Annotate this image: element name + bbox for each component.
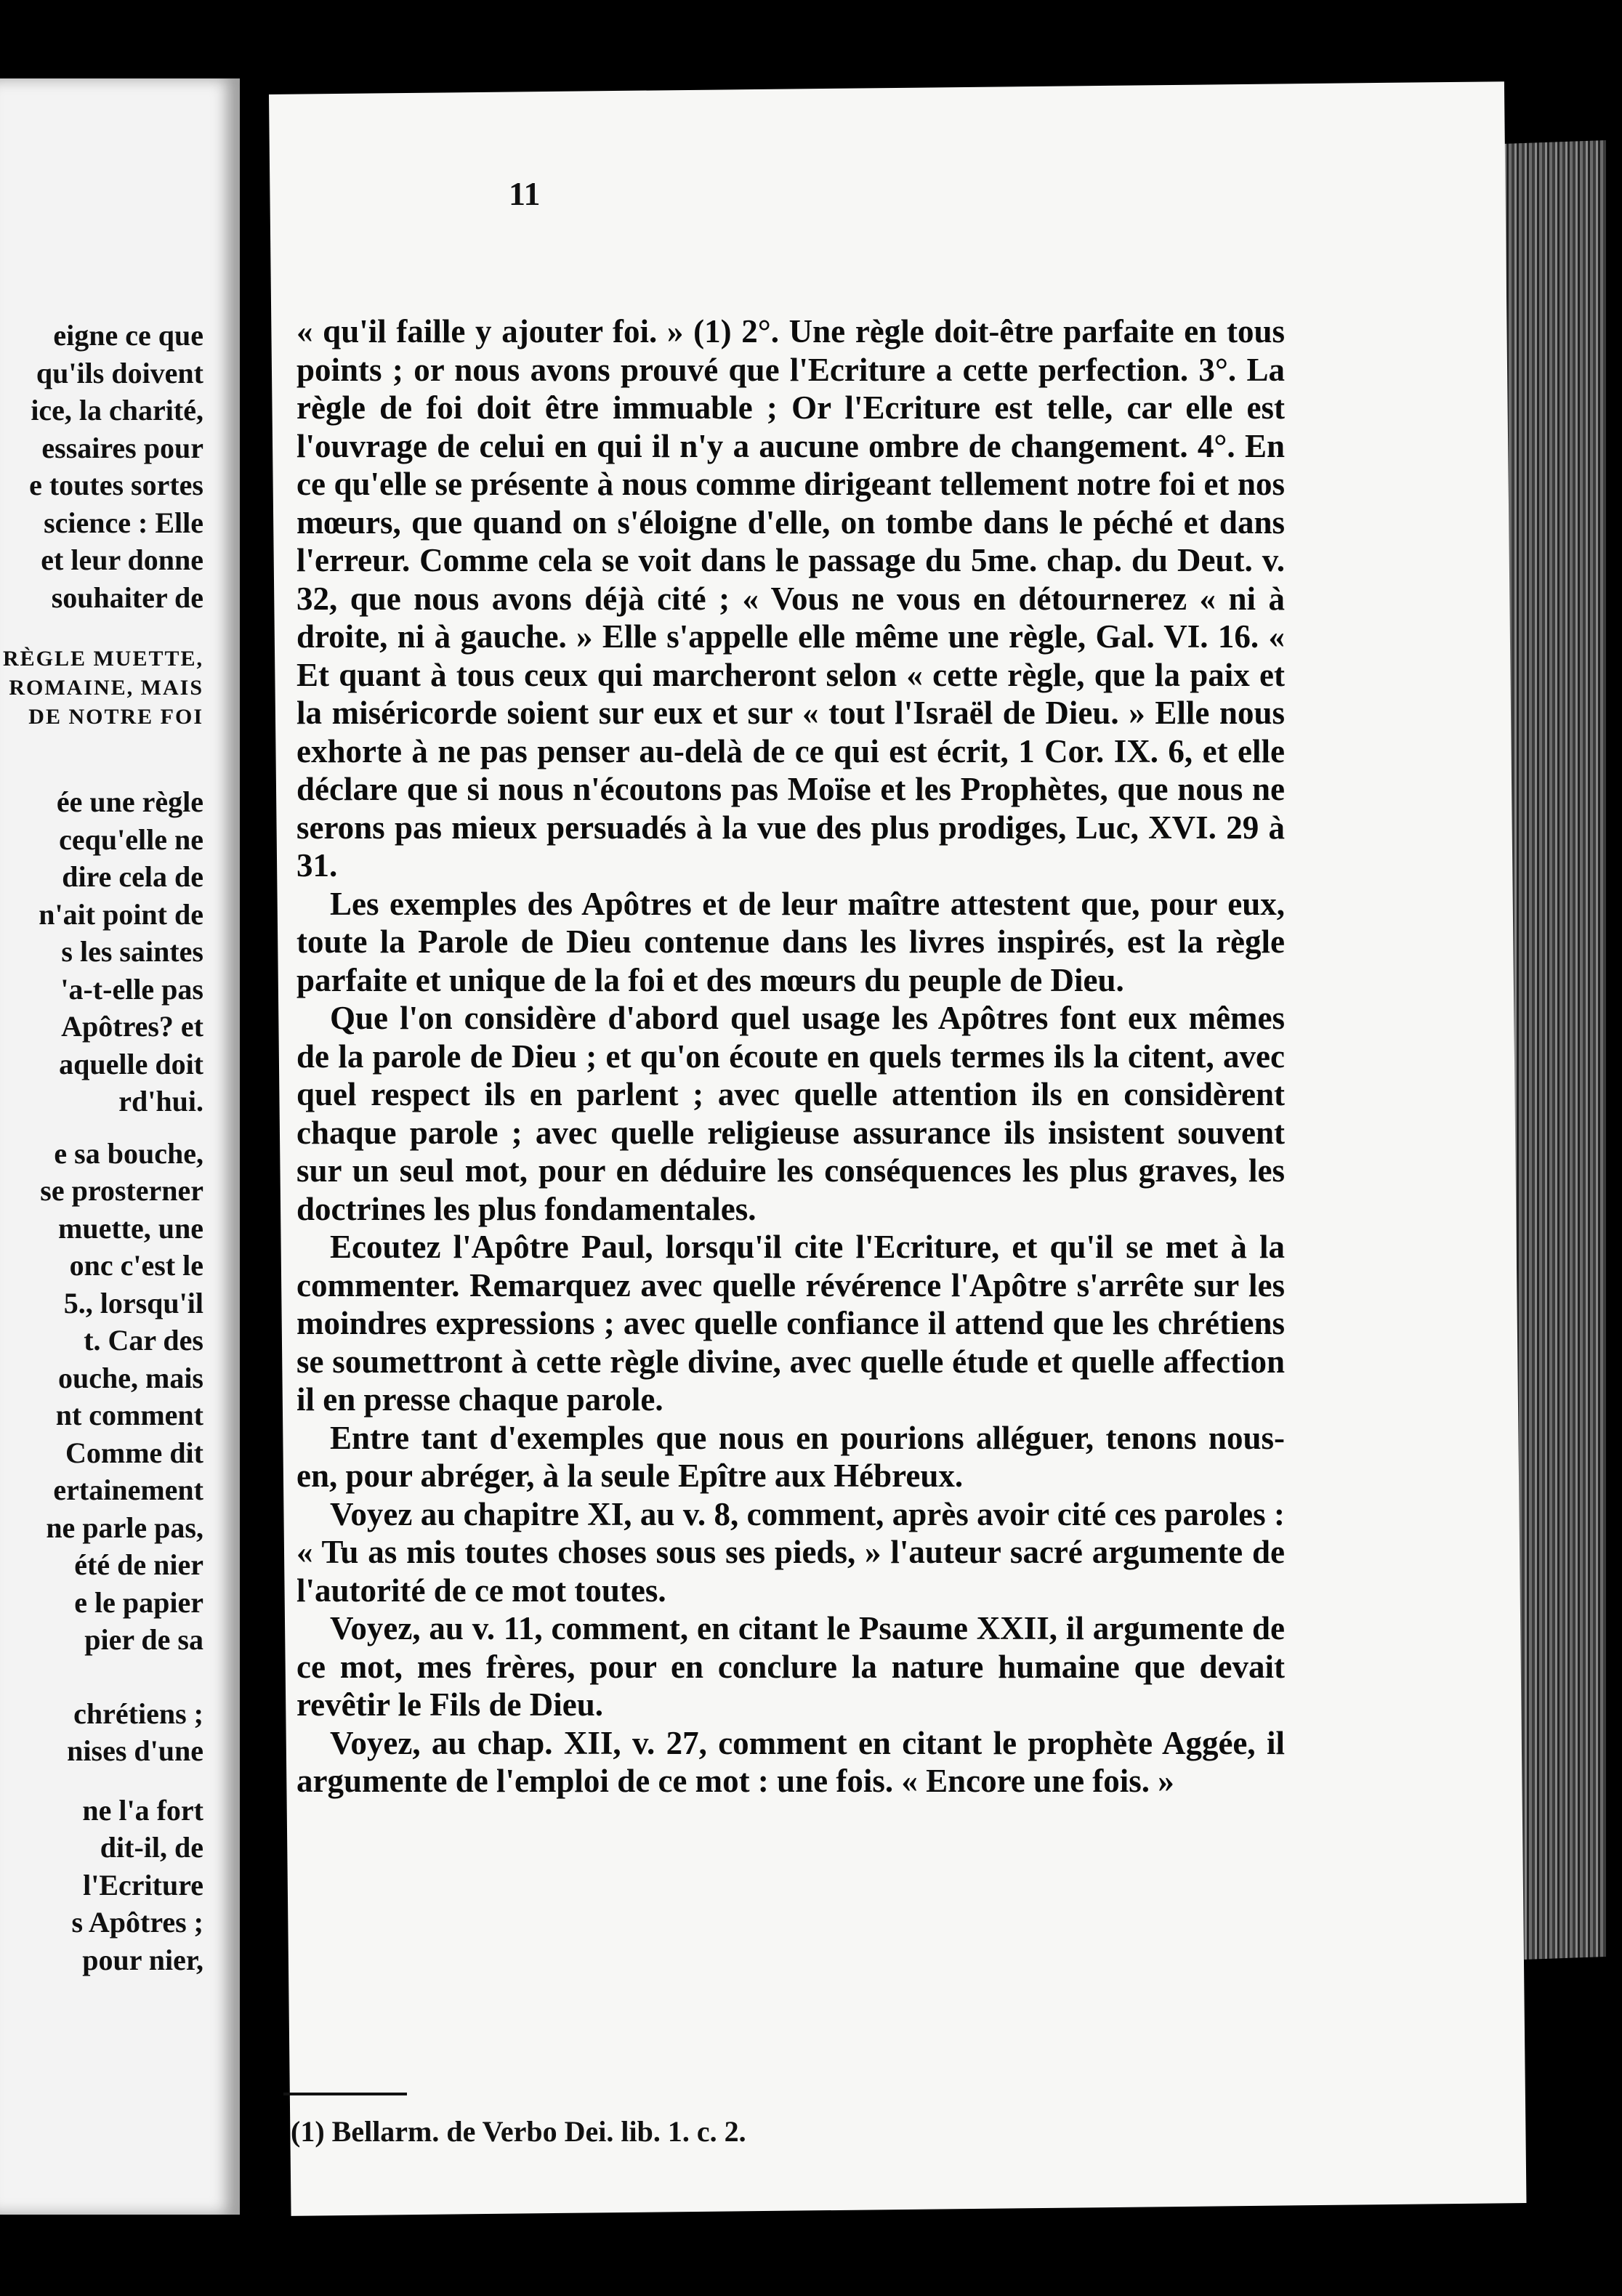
left-page-line: aquelle doit xyxy=(59,1047,203,1080)
left-page-line: muette, une xyxy=(58,1211,203,1245)
left-page-line: dit-il, de xyxy=(100,1831,203,1864)
body-text xyxy=(296,312,1285,1800)
left-page-line: ertainement xyxy=(53,1474,203,1506)
paragraph: Ecoutez l'Apôtre Paul, lorsqu'il cite l'Ecriture, et qu'il se met à la commenter. Remarquez avec quelle révérence l'Apôtre s'arrête sur les moindres expressions ; avec quelle confiance il attend que les chrétiens se soumettront à cette règle divine, avec quelle étude et quelle affection il en presse chaque parole. xyxy=(296,1229,1285,1418)
paragraph: Voyez, au chap. XII, v. 27, comment en citant le prophète Aggée, il argumente de l'emploi de ce mot : une fois. « Encore une fois. » xyxy=(296,1724,1285,1799)
left-page-line: 'a-t-elle pas xyxy=(60,972,203,1006)
left-page-line: nises d'une xyxy=(67,1734,203,1767)
left-page-line: ouche, mais xyxy=(58,1361,203,1394)
footnote-rule xyxy=(283,2093,407,2095)
left-page-line: l'Ecriture xyxy=(83,1868,203,1901)
left-page-line: qu'ils doivent xyxy=(36,356,203,389)
left-page-line: nt comment xyxy=(55,1399,203,1431)
paragraph: Entre tant d'exemples que nous en pourions alléguer, tenons nous-en, pour abréger, à la seule Epître aux Hébreux. xyxy=(296,1419,1285,1494)
left-page-line: onc c'est le xyxy=(69,1249,203,1282)
left-page-line: n'ait point de xyxy=(39,897,203,931)
left-page-line: ice, la charité, xyxy=(31,394,203,427)
left-page-line: science : Elle xyxy=(44,506,203,539)
left-page-line: t. Car des xyxy=(84,1324,203,1357)
left-page-line: et leur donne xyxy=(41,543,203,576)
left-page-line: Apôtres? et xyxy=(61,1010,203,1043)
left-page-line: souhaiter de xyxy=(51,581,203,614)
left-page-line: pier de sa xyxy=(84,1623,203,1656)
left-page-line: été de nier xyxy=(74,1548,203,1581)
left-page-line: RÈGLE MUETTE, xyxy=(2,647,203,671)
left-page-line: e sa bouche, xyxy=(54,1136,203,1170)
left-page-line: ne l'a fort xyxy=(82,1793,203,1827)
footnote: (1) Bellarm. de Verbo Dei. lib. 1. c. 2. xyxy=(291,2115,746,2148)
paragraph: Voyez, au v. 11, comment, en citant le Psaume XXII, il argumente de ce mot, mes frères, pour en conclure la nature humaine que devait revêtir le Fils de Dieu. xyxy=(296,1610,1285,1723)
left-page-line: cequ'elle ne xyxy=(59,822,203,856)
left-page-line: ne parle pas, xyxy=(46,1511,203,1544)
left-page-line: essaires pour xyxy=(41,431,203,464)
left-page-line: pour nier, xyxy=(82,1943,203,1976)
left-page-line: e toutes sortes xyxy=(29,469,203,501)
left-page-line: eigne ce que xyxy=(53,319,203,352)
left-page-line: chrétiens ; xyxy=(73,1697,203,1730)
left-page-line: ée une règle xyxy=(56,785,203,818)
left-page-line: Comme dit xyxy=(65,1436,203,1469)
left-page-line: DE NOTRE FOI xyxy=(28,705,203,729)
left-page-line: dire cela de xyxy=(62,860,203,893)
paragraph: Les exemples des Apôtres et de leur maître attestent que, pour eux, toute la Parole de Dieu contenue dans les livres inspirés, est la règle parfaite et unique de la foi et des mœurs du peuple de Dieu. xyxy=(296,885,1285,998)
left-facing-page xyxy=(0,78,240,2215)
left-page-line: rd'hui. xyxy=(118,1085,203,1117)
paragraph: Voyez au chapitre XI, au v. 8, comment, après avoir cité ces paroles : « Tu as mis toutes choses sous ses pieds, » l'auteur sacré argumente de l'autorité de ce mot toutes. xyxy=(296,1495,1285,1609)
page-number: 11 xyxy=(509,175,541,212)
paragraph: Que l'on considère d'abord quel usage les Apôtres font eux mêmes de la parole de Dieu ; et qu'on écoute en quels termes ils la citent, avec quel respect ils en parlent ; avec quelle attention ils en considèrent chaque parole ; avec quelle religieuse assurance ils insistent souvent sur un seul mot, pour en déduire les conséquences les plus graves, les doctrines les plus fondamentales. xyxy=(296,1000,1285,1227)
left-page-line: e le papier xyxy=(74,1585,203,1619)
left-page-line: 5., lorsqu'il xyxy=(63,1286,203,1319)
left-page-line: se prosterner xyxy=(40,1174,203,1207)
paragraph: « qu'il faille y ajouter foi. » (1) 2°. Une règle doit-être parfaite en tous points ; or nous avons prouvé que l'Ecriture a cette perfection. 3°. La règle de foi doit être immuable ; Or l'Ecriture est telle, car elle est l'ouvrage de celui en qui il n'y a aucune ombre de changement. 4°. En ce qu'elle se présente à nous comme dirigeant tellement notre foi et nos mœurs, que quand on s'éloigne d'elle, on tombe dans le péché et dans l'erreur. Comme cela se voit dans le passage du 5me. chap. du Deut. v. 32, que nous avons déjà cité ; « Vous ne vous en détournerez « ni à droite, ni à gauche. » Elle s'appelle elle même une règle, Gal. VI. 16. « Et quant à tous ceux qui marcheront selon « cette règle, que la paix et la miséricorde soient sur eux et sur « tout l'Israël de Dieu. » Elle nous exhorte à ne pas penser au-delà de ce qui est écrit, 1 Cor. IX. 6, et elle déclare que si nous n'écoutons pas Moïse et les Prophètes, que nous ne serons pas mieux persuadés à la vue des plus prodiges, Luc, XVI. 29 à 31. xyxy=(296,313,1285,884)
left-page-line: ROMAINE, MAIS xyxy=(9,676,203,700)
left-page-line: s les saintes xyxy=(61,935,203,968)
left-page-line: s Apôtres ; xyxy=(71,1906,203,1939)
